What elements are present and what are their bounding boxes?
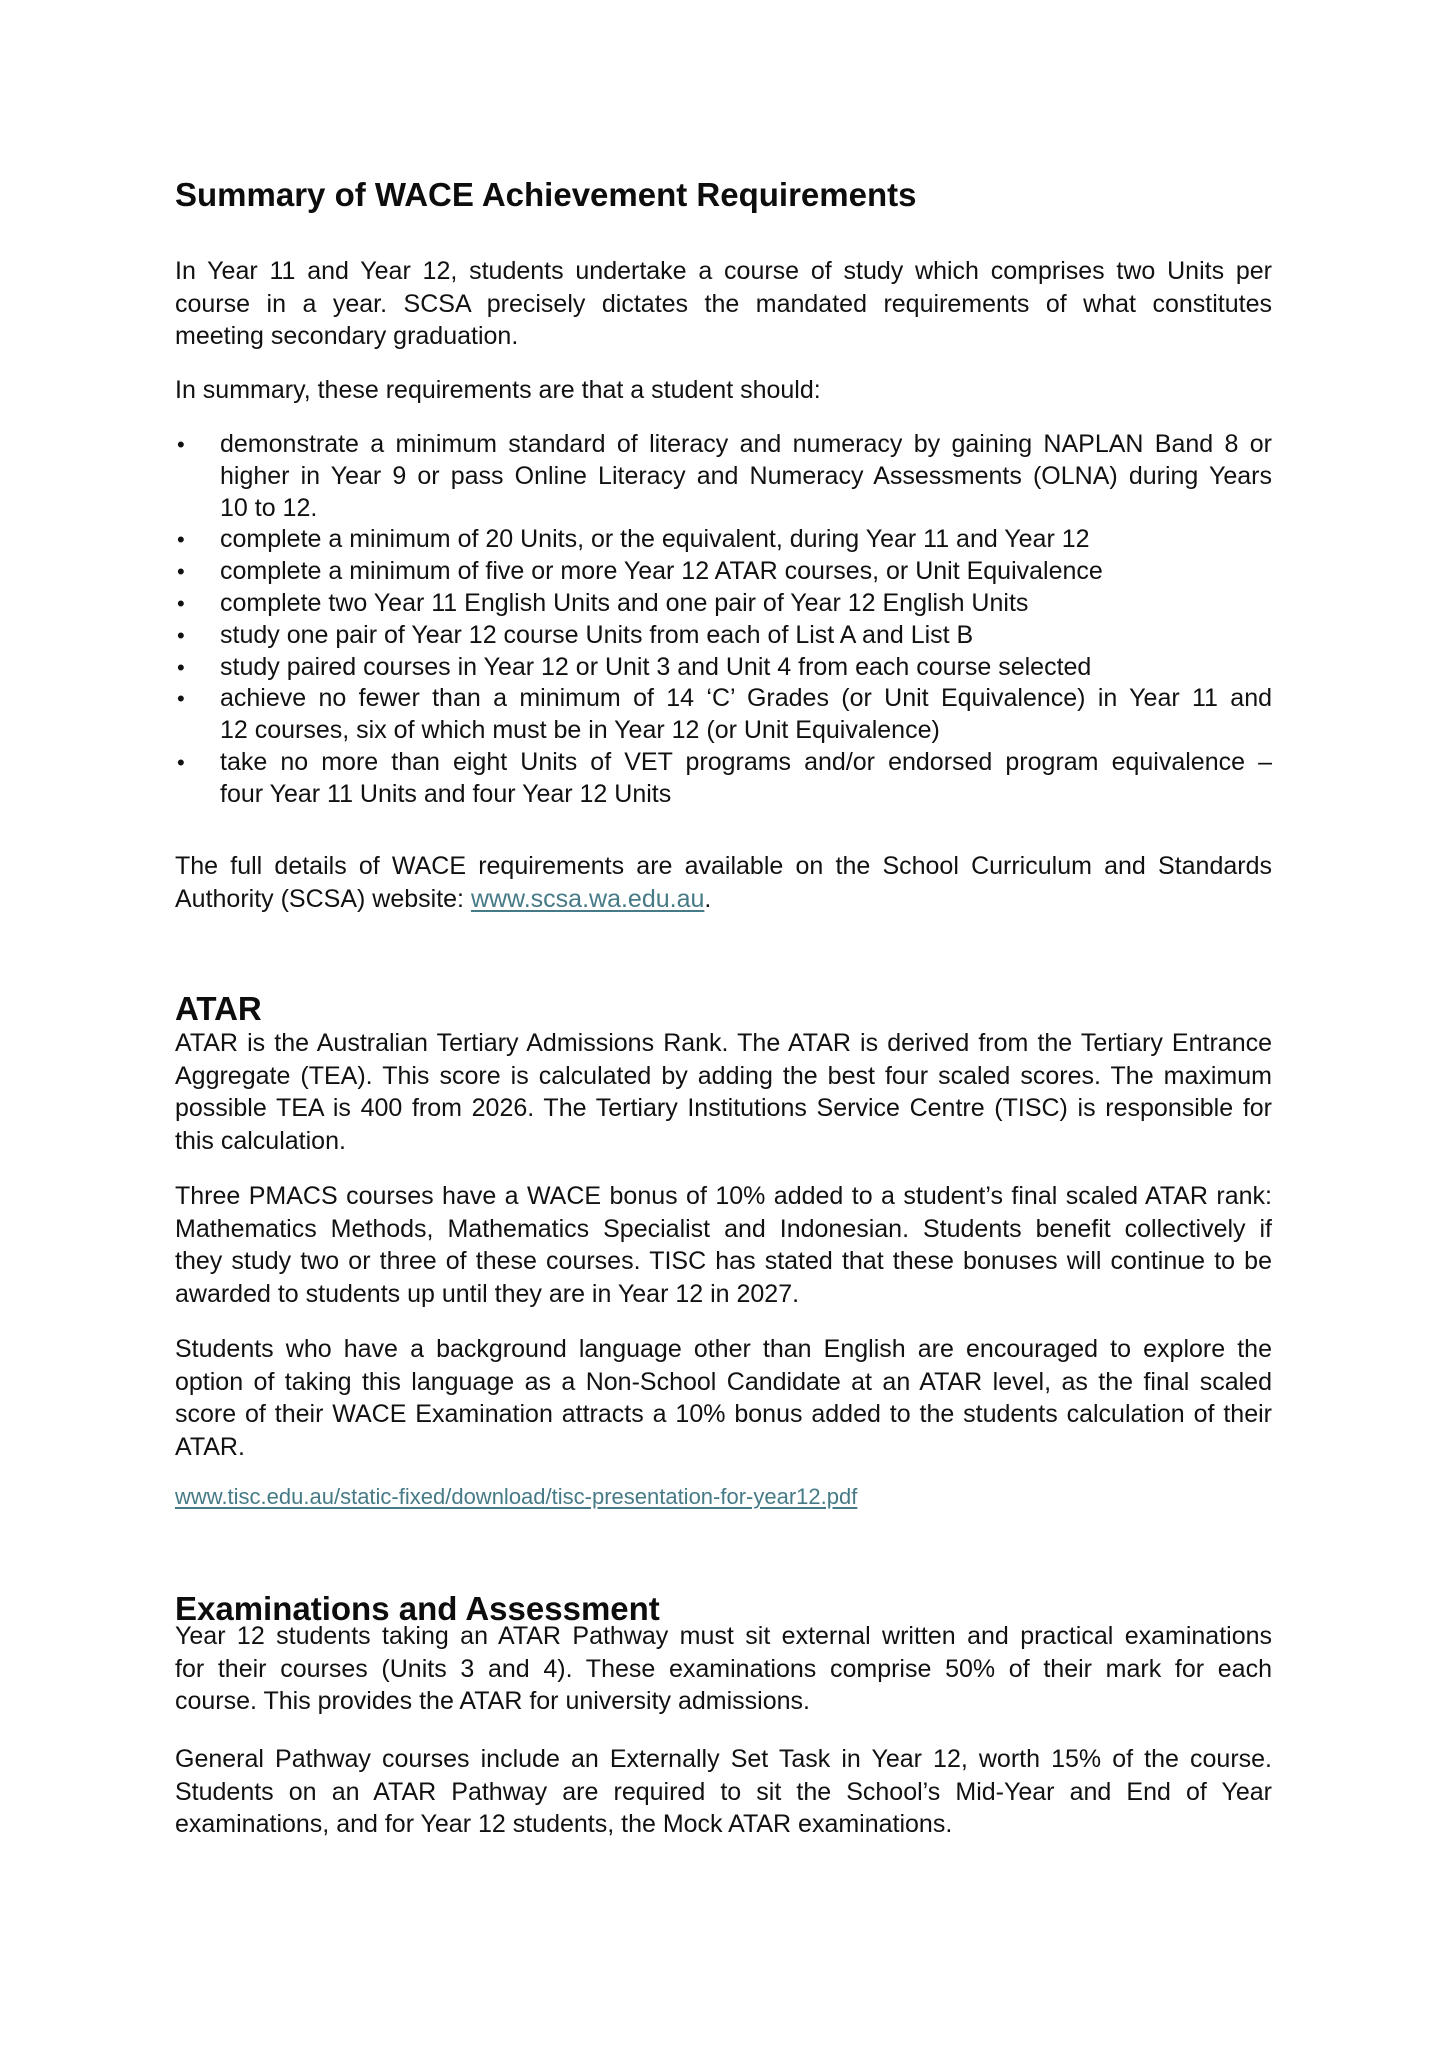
tisc-presentation-link[interactable]: www.tisc.edu.au/static-fixed/download/tisc-presentation-for-year12.pdf xyxy=(175,1484,858,1509)
text-line: course. This provides the ATAR for university admissions. xyxy=(175,1687,810,1716)
text-line: possible TEA is 400 from 2026. The Tertiary Institutions Service Centre (TISC) is responsible for xyxy=(175,1094,1272,1123)
atar-paragraph-3 xyxy=(175,1333,1272,1463)
list-item-text: 10 to 12. xyxy=(220,493,318,522)
bullet-icon: • xyxy=(177,432,185,457)
text-line: ATAR. xyxy=(175,1432,245,1461)
list-item-text: four Year 11 Units and four Year 12 Units xyxy=(220,779,672,808)
list-item xyxy=(175,588,1272,620)
list-item xyxy=(175,620,1272,652)
bullet-icon: • xyxy=(177,590,185,616)
text-line: Year 12 students taking an ATAR Pathway must sit external written and practical examinations xyxy=(175,1622,1272,1650)
tisc-link-line xyxy=(175,1484,857,1510)
list-item xyxy=(175,747,1272,811)
text-line xyxy=(175,883,1272,916)
list-item-text: higher in Year 9 or pass Online Literacy and Numeracy Assessments (OLNA) during Years xyxy=(220,461,1272,490)
exams-paragraph-2 xyxy=(175,1743,1272,1841)
intro-paragraph xyxy=(175,255,1272,353)
list-item-text: study paired courses in Year 12 or Unit 3 and Unit 4 from each course selected xyxy=(220,652,1092,681)
list-item-text: complete two Year 11 English Units and one pair of Year 12 English Units xyxy=(220,588,1029,617)
list-item-text: 12 courses, six of which must be in Year 12 (or Unit Equivalence) xyxy=(220,716,940,745)
text-line: meeting secondary graduation. xyxy=(175,322,519,351)
text-line: Aggregate (TEA). This score is calculated by adding the best four scaled scores. The maximum xyxy=(175,1061,1272,1090)
section-heading-atar: ATAR xyxy=(175,990,262,1027)
bullet-icon: • xyxy=(177,749,185,775)
text-line: Three PMACS courses have a WACE bonus of 10% added to a student’s final scaled ATAR rank: xyxy=(175,1182,1272,1210)
text-line: In Year 11 and Year 12, students undertake a course of study which comprises two Units per xyxy=(175,257,1272,285)
text-line: score of their WACE Examination attracts a 10% bonus added to the students calculation of their xyxy=(175,1400,1272,1429)
exams-paragraph-1 xyxy=(175,1620,1272,1718)
list-item-text: complete a minimum of 20 Units, or the equivalent, during Year 11 and Year 12 xyxy=(220,525,1090,554)
text-line: Mathematics Methods, Mathematics Specialist and Indonesian. Students benefit collectively if xyxy=(175,1214,1272,1243)
list-item xyxy=(175,429,1272,524)
details-paragraph xyxy=(175,850,1272,915)
section-heading-examinations: Examinations and Assessment xyxy=(175,1590,660,1627)
requirements-list xyxy=(175,429,1272,811)
text-line: ATAR is the Australian Tertiary Admissions Rank. The ATAR is derived from the Tertiary Entrance xyxy=(175,1029,1272,1057)
list-item-text: take no more than eight Units of VET programs and/or endorsed program equivalence – xyxy=(220,747,1272,776)
bullet-icon: • xyxy=(177,527,185,553)
list-item xyxy=(175,556,1272,588)
bullet-icon: • xyxy=(177,686,185,712)
text-line: for their courses (Units 3 and 4). These examinations comprise 50% of their mark for each xyxy=(175,1654,1272,1683)
scsa-website-link[interactable]: www.scsa.wa.edu.au xyxy=(470,884,705,913)
details-prefix: Authority (SCSA) website: xyxy=(175,884,471,913)
text-line: In summary, these requirements are that a student should: xyxy=(175,376,821,404)
text-line: awarded to students up until they are in Year 12 in 2027. xyxy=(175,1279,800,1308)
page-title: Summary of WACE Achievement Requirements xyxy=(175,176,917,213)
bullet-icon: • xyxy=(177,559,185,585)
list-item-text: demonstrate a minimum standard of literacy and numeracy by gaining NAPLAN Band 8 or xyxy=(220,430,1272,458)
text-line: this calculation. xyxy=(175,1126,346,1155)
atar-paragraph-1 xyxy=(175,1027,1272,1157)
text-line: Students who have a background language other than English are encouraged to explore the xyxy=(175,1335,1272,1363)
list-item-text: complete a minimum of five or more Year 12 ATAR courses, or Unit Equivalence xyxy=(220,557,1103,586)
text-line: course in a year. SCSA precisely dictates the mandated requirements of what constitutes xyxy=(175,289,1272,318)
text-line: option of taking this language as a Non-School Candidate at an ATAR level, as the final scaled xyxy=(175,1367,1272,1396)
text-line: they study two or three of these courses. TISC has stated that these bonuses will continue to be xyxy=(175,1247,1272,1276)
list-item-text: study one pair of Year 12 course Units from each of List A and List B xyxy=(220,620,974,649)
list-item xyxy=(175,683,1272,747)
list-item-text: achieve no fewer than a minimum of 14 ‘C’ Grades (or Unit Equivalence) in Year 11 and xyxy=(220,684,1272,713)
text-line: General Pathway courses include an Externally Set Task in Year 12, worth 15% of the course. xyxy=(175,1745,1272,1773)
text-line: examinations, and for Year 12 students, the Mock ATAR examinations. xyxy=(175,1810,953,1839)
bullet-icon: • xyxy=(177,622,185,648)
text-line: Students on an ATAR Pathway are required to sit the School’s Mid-Year and End of Year xyxy=(175,1777,1272,1806)
atar-paragraph-2 xyxy=(175,1180,1272,1310)
list-item xyxy=(175,652,1272,684)
list-item xyxy=(175,524,1272,556)
details-suffix: . xyxy=(704,884,712,913)
text-line: The full details of WACE requirements are available on the School Curriculum and Standards xyxy=(175,852,1272,880)
bullet-icon: • xyxy=(177,654,185,680)
lead-in-paragraph xyxy=(175,374,1272,407)
